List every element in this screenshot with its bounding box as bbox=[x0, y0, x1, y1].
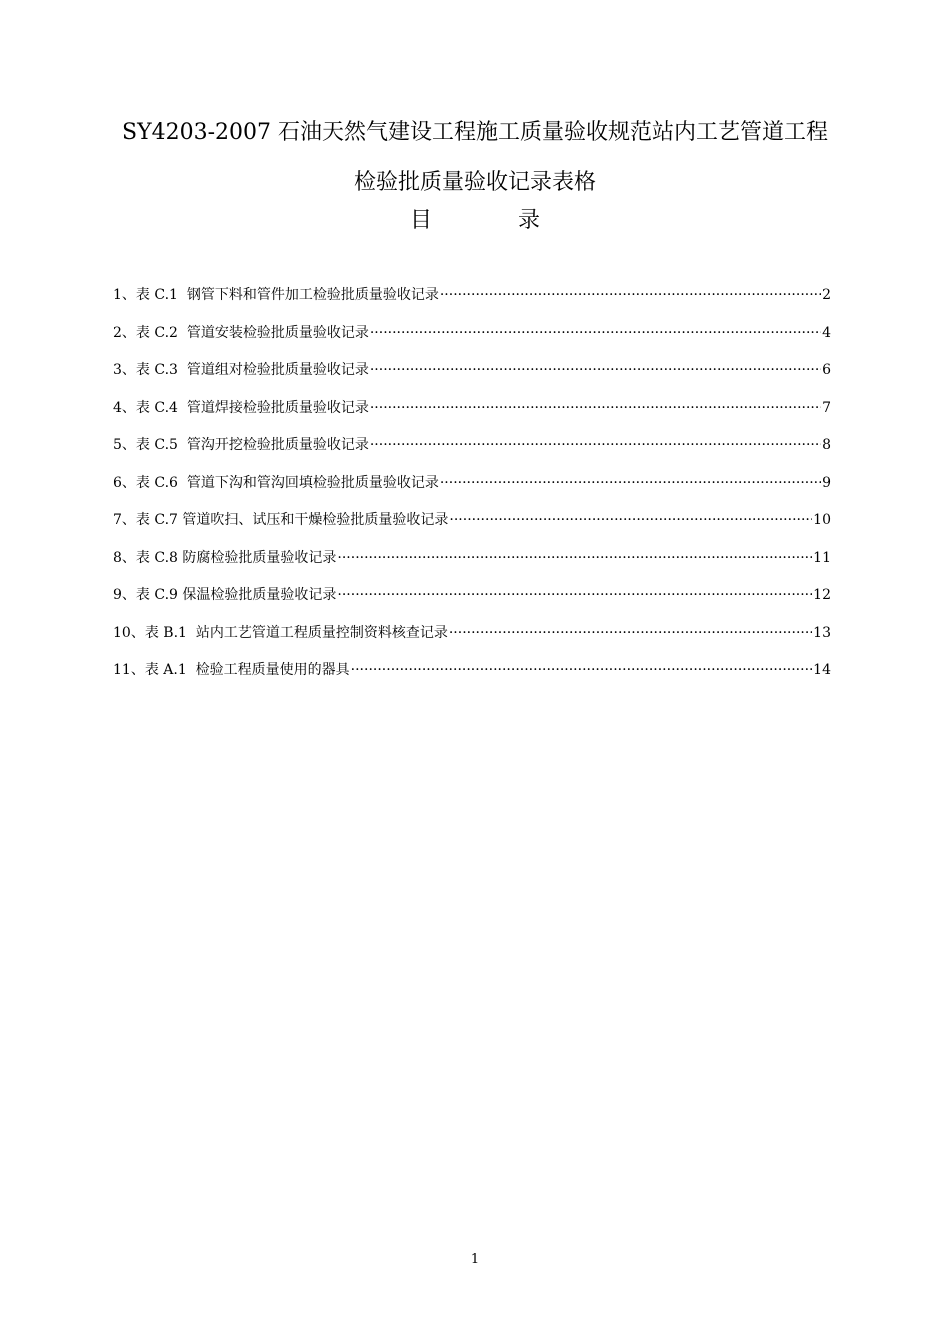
toc-leader-dots bbox=[370, 319, 821, 347]
toc-entry[interactable] bbox=[113, 619, 831, 657]
toc-entry-separator bbox=[187, 656, 196, 684]
table-of-contents bbox=[113, 281, 831, 694]
toc-entry-separator bbox=[178, 281, 187, 309]
toc-entry-number: 6、 bbox=[113, 474, 136, 491]
toc-entry-title: 管沟开挖检验批质量验收记录 bbox=[186, 437, 369, 453]
toc-heading bbox=[0, 206, 950, 236]
toc-entry-separator bbox=[178, 431, 187, 459]
toc-entry-page: 14 bbox=[813, 662, 831, 678]
toc-entry-number: 1、 bbox=[113, 287, 136, 303]
toc-leader-dots bbox=[440, 469, 821, 497]
document-title-line-2: 检验批质量验收记录表格 bbox=[353, 170, 596, 195]
toc-entry-separator bbox=[178, 356, 187, 384]
toc-entry[interactable] bbox=[113, 469, 831, 507]
toc-entry-code: 表 B.1 bbox=[144, 624, 187, 641]
toc-entry-title: 管道下沟和管沟回填检验批质量验收记录 bbox=[186, 474, 439, 491]
toc-entry-page: 4 bbox=[822, 324, 831, 341]
toc-entry-code: 表 C.3 bbox=[135, 362, 178, 378]
toc-entry-page: 10 bbox=[813, 512, 831, 528]
toc-entry-page: 13 bbox=[813, 624, 831, 641]
toc-entry-code: 表 C.4 bbox=[135, 399, 178, 416]
toc-entry-number: 3、 bbox=[113, 362, 136, 378]
toc-entry-page: 2 bbox=[822, 287, 831, 303]
toc-heading-right: 录 bbox=[518, 208, 541, 233]
toc-entry-separator bbox=[178, 319, 187, 347]
toc-entry[interactable] bbox=[113, 319, 831, 357]
toc-entry-number: 9、 bbox=[113, 587, 136, 603]
toc-entry-number: 5、 bbox=[113, 437, 136, 453]
document-title-line-1: SY4203-2007 石油天然气建设工程施工质量验收规范站内工艺管道工程 bbox=[122, 120, 828, 145]
toc-leader-dots bbox=[449, 619, 812, 647]
toc-entry-page: 6 bbox=[822, 362, 831, 378]
toc-entry-title: 防腐检验批质量验收记录 bbox=[182, 549, 337, 566]
toc-entry-title: 保温检验批质量验收记录 bbox=[182, 587, 337, 603]
toc-entry-code: 表 A.1 bbox=[144, 662, 187, 678]
toc-leader-dots bbox=[449, 506, 812, 534]
toc-entry-title: 钢管下料和管件加工检验批质量验收记录 bbox=[186, 287, 439, 303]
toc-entry-page: 7 bbox=[822, 399, 831, 416]
toc-leader-dots bbox=[351, 656, 813, 684]
toc-entry-page: 9 bbox=[822, 474, 831, 491]
toc-entry-title: 站内工艺管道工程质量控制资料核查记录 bbox=[195, 624, 448, 641]
toc-entry-number: 10、 bbox=[113, 624, 145, 641]
toc-entry-title: 管道吹扫、试压和干燥检验批质量验收记录 bbox=[182, 512, 449, 528]
toc-entry-code: 表 C.6 bbox=[135, 474, 178, 491]
toc-entry-code: 表 C.8 bbox=[135, 549, 178, 566]
toc-entry[interactable] bbox=[113, 431, 831, 469]
toc-entry-page: 12 bbox=[813, 587, 831, 603]
toc-entry[interactable] bbox=[113, 506, 831, 544]
toc-entry-number: 2、 bbox=[113, 324, 136, 341]
toc-entry-separator bbox=[187, 619, 196, 647]
toc-heading-left: 目 bbox=[409, 208, 432, 233]
toc-entry-page: 8 bbox=[822, 437, 831, 453]
toc-entry[interactable] bbox=[113, 544, 831, 582]
toc-entry-separator bbox=[178, 394, 187, 422]
toc-entry-separator bbox=[178, 469, 187, 497]
toc-leader-dots bbox=[370, 394, 821, 422]
toc-entry-number: 11、 bbox=[113, 662, 145, 678]
toc-leader-dots bbox=[370, 431, 821, 459]
toc-leader-dots bbox=[440, 281, 821, 309]
toc-entry-title: 检验工程质量使用的器具 bbox=[195, 662, 350, 678]
toc-entry-page: 11 bbox=[813, 549, 831, 566]
toc-entry-code: 表 C.2 bbox=[135, 324, 178, 341]
toc-entry-number: 8、 bbox=[113, 549, 136, 566]
toc-entry-number: 4、 bbox=[113, 399, 136, 416]
toc-entry[interactable] bbox=[113, 656, 831, 694]
toc-entry-code: 表 C.9 bbox=[135, 587, 178, 603]
toc-entry-title: 管道安装检验批质量验收记录 bbox=[186, 324, 369, 341]
toc-entry-code: 表 C.7 bbox=[135, 512, 178, 528]
toc-entry[interactable] bbox=[113, 356, 831, 394]
toc-entry-title: 管道焊接检验批质量验收记录 bbox=[186, 399, 369, 416]
toc-entry[interactable] bbox=[113, 581, 831, 619]
toc-leader-dots bbox=[337, 581, 812, 609]
toc-entry-code: 表 C.1 bbox=[135, 287, 178, 303]
toc-entry-code: 表 C.5 bbox=[135, 437, 178, 453]
toc-entry-number: 7、 bbox=[113, 512, 136, 528]
toc-entry-title: 管道组对检验批质量验收记录 bbox=[186, 362, 369, 378]
toc-entry[interactable] bbox=[113, 281, 831, 319]
toc-leader-dots bbox=[337, 544, 812, 572]
page-number: 1 bbox=[470, 1252, 480, 1267]
toc-entry[interactable] bbox=[113, 394, 831, 432]
toc-leader-dots bbox=[370, 356, 821, 384]
